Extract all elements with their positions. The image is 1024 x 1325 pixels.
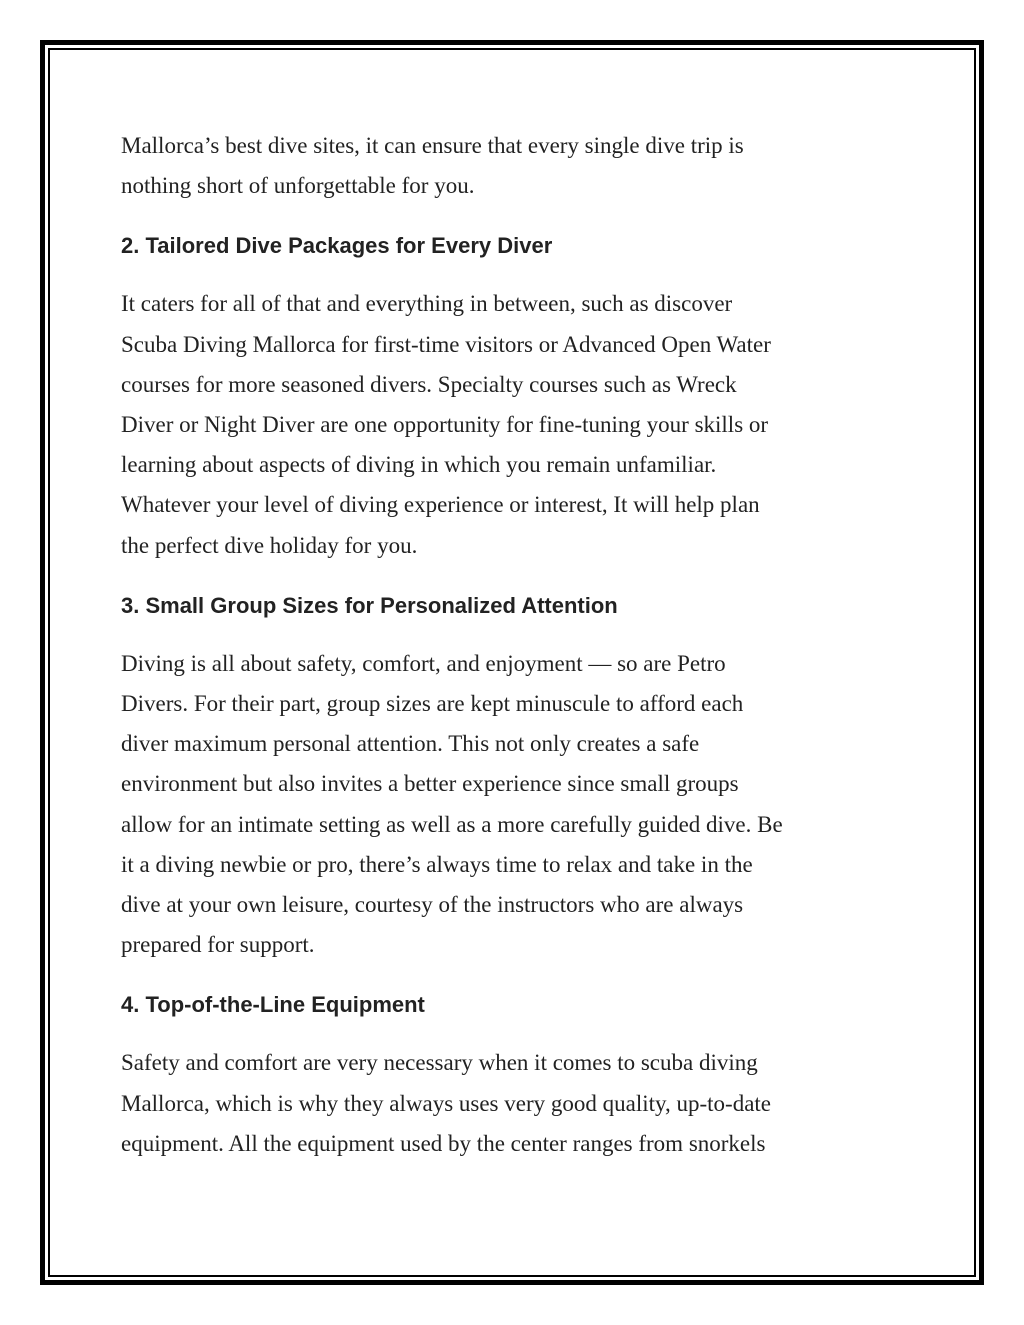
section-paragraph-small-groups <box>121 644 911 966</box>
text-line: equipment. All the equipment used by the center ranges from snorkels <box>121 1130 766 1156</box>
text-line: diver maximum personal attention. This not only creates a safe <box>121 731 700 757</box>
section-paragraph-tailored-packages <box>121 284 911 565</box>
text-line: learning about aspects of diving in which you remain unfamiliar. <box>121 452 717 478</box>
text-line: Mallorca’s best dive sites, it can ensure that every single dive trip is <box>121 133 744 158</box>
text-line: allow for an intimate setting as well as a more carefully guided dive. Be <box>121 811 783 837</box>
section-heading-tailored-packages: 2. Tailored Dive Packages for Every Diver <box>121 233 553 259</box>
text-line: it a diving newbie or pro, there’s always time to relax and take in the <box>121 851 753 877</box>
text-line: the perfect dive holiday for you. <box>121 532 418 558</box>
text-line: Diver or Night Diver are one opportunity for fine-tuning your skills or <box>121 412 769 438</box>
text-line: nothing short of unforgettable for you. <box>121 173 475 199</box>
text-line: environment but also invites a better experience since small groups <box>121 771 739 797</box>
section-heading-small-groups: 3. Small Group Sizes for Personalized Attention <box>121 592 618 618</box>
text-line: It caters for all of that and everything in between, such as discover <box>121 291 733 317</box>
text-line: Whatever your level of diving experience or interest, It will help plan <box>121 492 760 518</box>
text-line: courses for more seasoned divers. Specialty courses such as Wreck <box>121 371 737 397</box>
text-line: Scuba Diving Mallorca for first-time visitors or Advanced Open Water <box>121 331 771 357</box>
text-line: prepared for support. <box>121 932 315 958</box>
text-line: Divers. For their part, group sizes are kept minuscule to afford each <box>121 691 744 717</box>
document-body <box>121 126 911 1164</box>
section-heading-equipment: 4. Top-of-the-Line Equipment <box>121 992 425 1018</box>
text-line: Safety and comfort are very necessary when it comes to scuba diving <box>121 1050 758 1076</box>
intro-paragraph <box>121 126 911 206</box>
text-line: Diving is all about safety, comfort, and enjoyment — so are Petro <box>121 650 726 676</box>
text-line: Mallorca, which is why they always uses very good quality, up-to-date <box>121 1090 772 1116</box>
section-paragraph-equipment <box>121 1043 911 1164</box>
text-line: dive at your own leisure, courtesy of the instructors who are always <box>121 892 744 918</box>
